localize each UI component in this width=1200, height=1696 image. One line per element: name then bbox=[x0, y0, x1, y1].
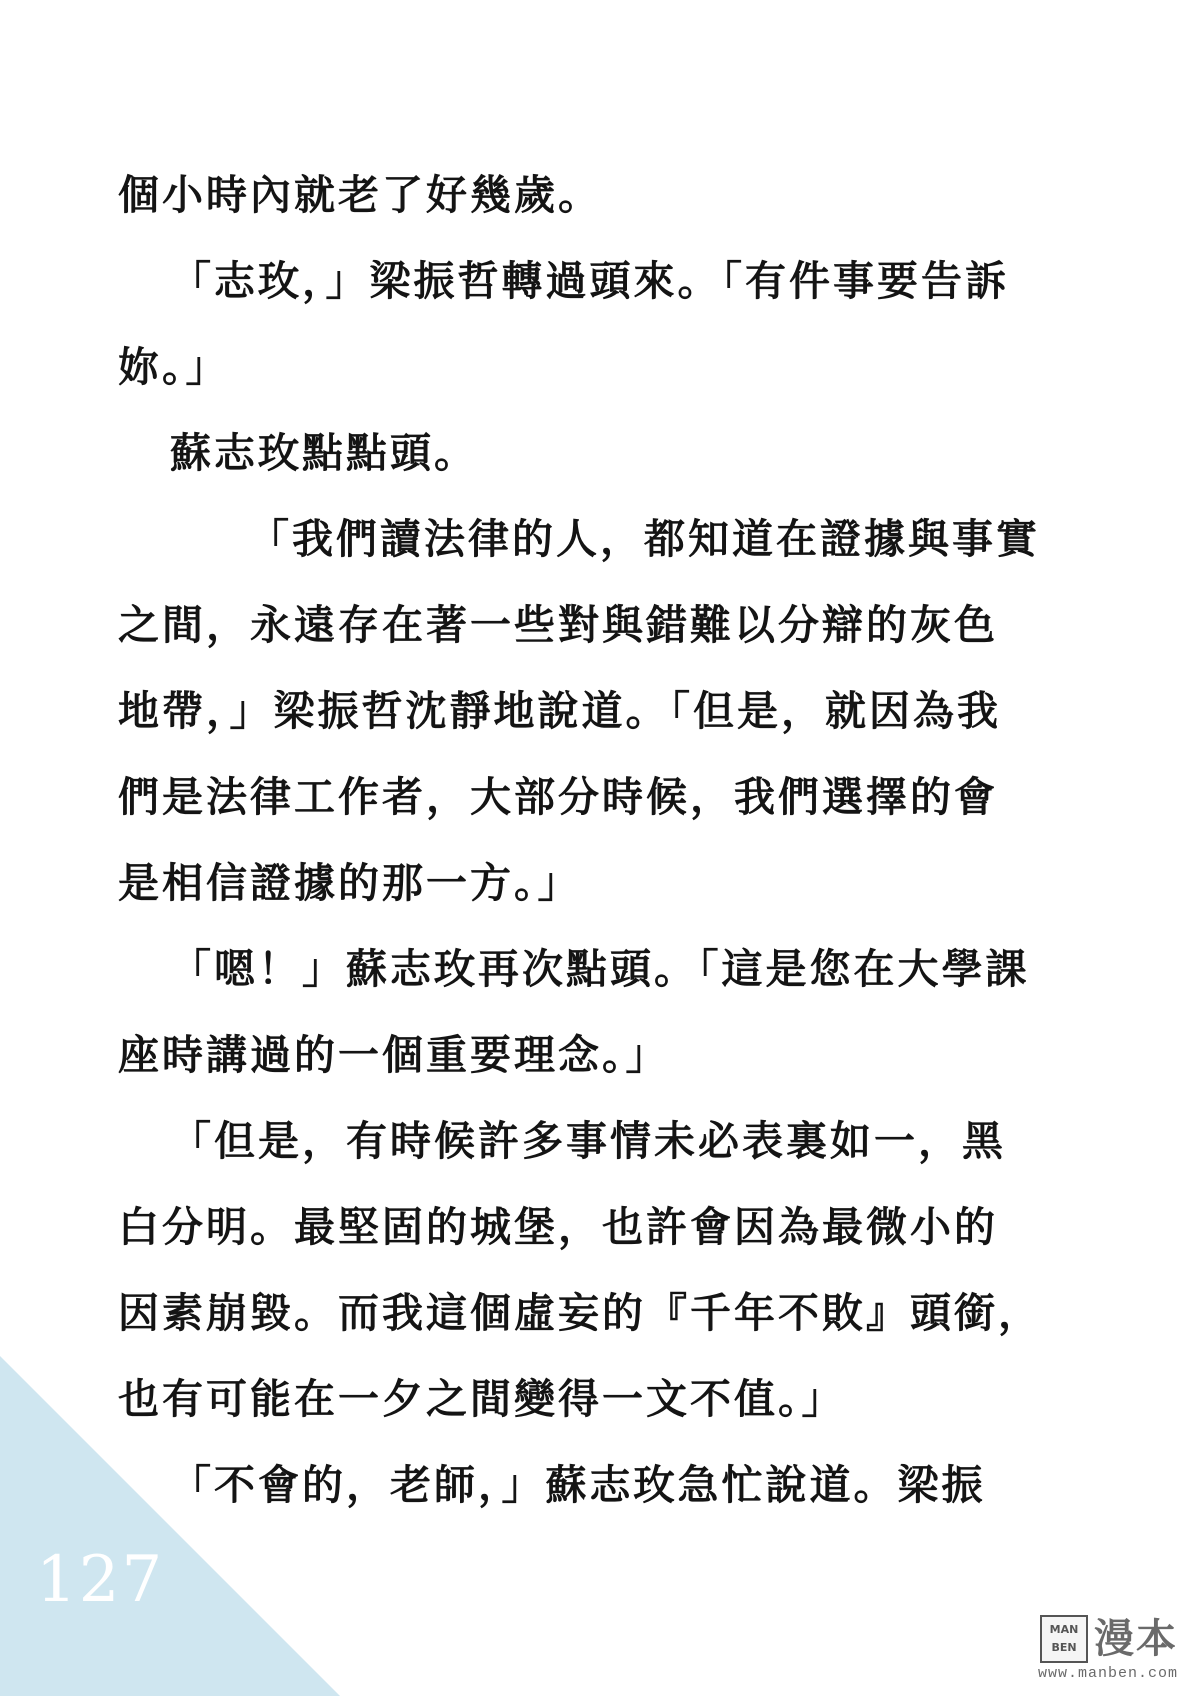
page-number: 127 bbox=[36, 1543, 165, 1617]
text-line: 白分明。最堅固的城堡，也許會因為最微小的 bbox=[118, 1203, 998, 1251]
text-line: 之間，永遠存在著一些對與錯難以分辯的灰色 bbox=[118, 601, 998, 649]
text-line: 「我們讀法律的人，都知道在證據與事實 bbox=[248, 515, 1040, 563]
text-line: 地帶，」梁振哲沈靜地說道。「但是，就因為我 bbox=[118, 687, 1001, 735]
text-line: 們是法律工作者，大部分時候，我們選擇的會 bbox=[118, 773, 998, 821]
watermark-name: 漫本 bbox=[1094, 1616, 1178, 1662]
text-line: 「志玫，」梁振哲轉過頭來。「有件事要告訴 bbox=[170, 257, 1009, 305]
text-line: 「嗯！」蘇志玫再次點頭。「這是您在大學課 bbox=[170, 945, 1030, 993]
text-line: 因素崩毀。而我這個虛妄的『千年不敗』頭銜， bbox=[118, 1289, 1042, 1337]
body-text bbox=[118, 152, 1088, 1528]
corner-decoration bbox=[0, 1356, 340, 1696]
watermark-url: www.manben.com bbox=[1037, 1665, 1178, 1682]
text-line: 「但是，有時候許多事情未必表裏如一，黑 bbox=[170, 1117, 1006, 1165]
text-line: 也有可能在一夕之間變得一文不值。」 bbox=[118, 1375, 846, 1423]
text-line: 妳。」 bbox=[118, 343, 230, 391]
text-line: 是相信證據的那一方。」 bbox=[118, 859, 582, 907]
watermark-logo-icon bbox=[1040, 1615, 1088, 1663]
watermark-logo-bottom: BEN bbox=[1051, 1641, 1077, 1654]
watermark-logo-top: MAN bbox=[1049, 1623, 1079, 1636]
text-line: 蘇志玫點點頭。 bbox=[170, 429, 478, 477]
watermark bbox=[1038, 1615, 1178, 1682]
text-line: 座時講過的一個重要理念。」 bbox=[118, 1031, 670, 1079]
text-line: 個小時內就老了好幾歲。 bbox=[118, 171, 602, 219]
text-line: 「不會的，老師，」蘇志玫急忙說道。梁振 bbox=[170, 1461, 986, 1509]
